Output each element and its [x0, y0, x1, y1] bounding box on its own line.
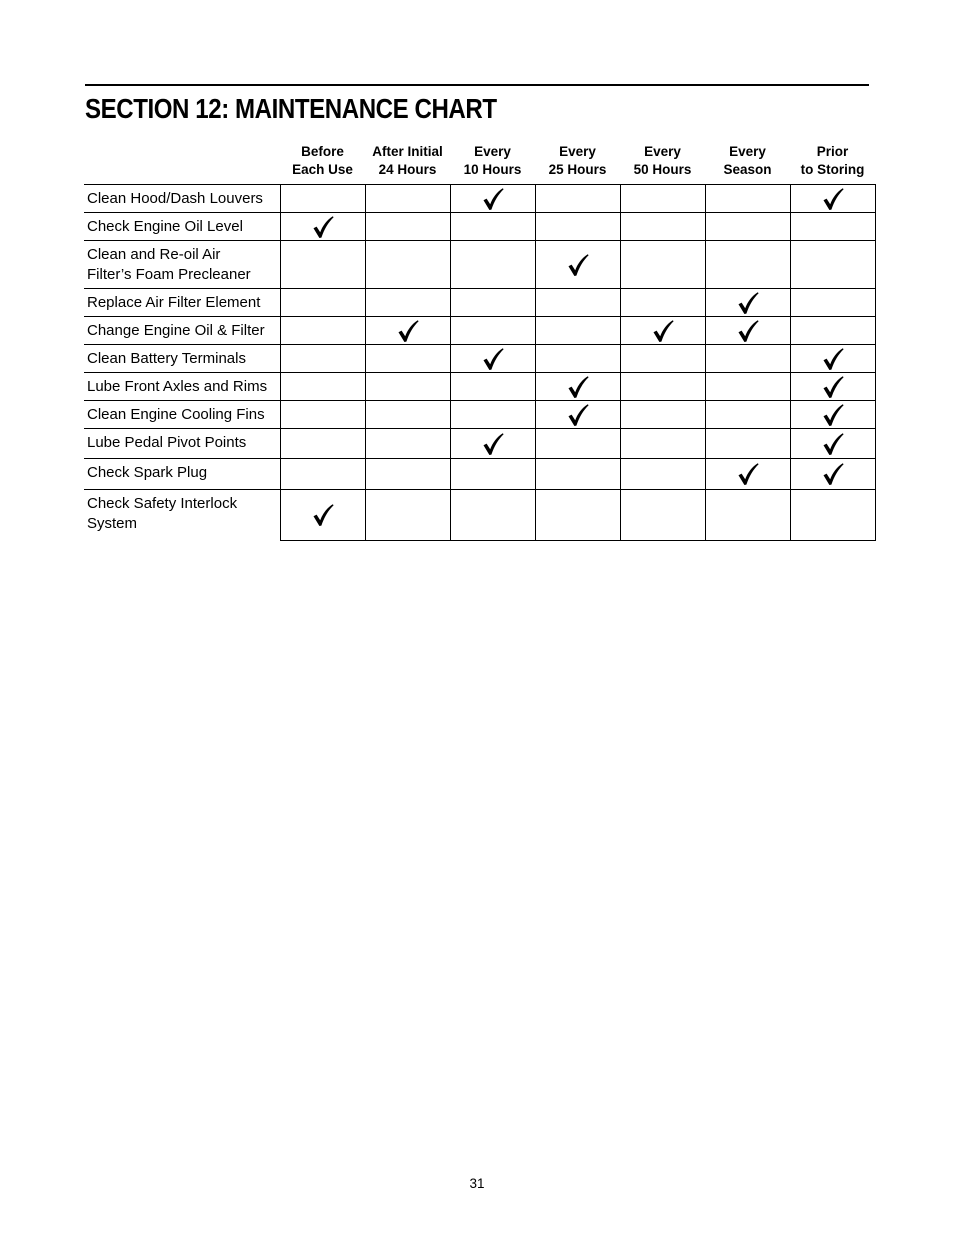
check-mark-icon	[312, 503, 334, 527]
table-row	[84, 401, 875, 429]
schedule-cell	[535, 185, 620, 213]
schedule-cell	[450, 241, 535, 289]
top-rule	[85, 84, 869, 86]
section-title: SECTION 12: MAINTENANCE CHART	[85, 93, 497, 124]
column-header	[535, 138, 620, 185]
check-mark-icon	[482, 187, 504, 211]
column-header-line: 25 Hours	[548, 162, 607, 177]
schedule-cell	[280, 317, 365, 345]
schedule-cell	[365, 185, 450, 213]
check-mark-icon	[822, 347, 844, 371]
schedule-cell	[280, 459, 365, 490]
column-header	[790, 138, 875, 185]
column-header-line: Every	[474, 144, 511, 159]
column-header-line: Every	[644, 144, 681, 159]
task-label-line: Clean and Re-oil Air	[87, 246, 221, 263]
schedule-cell	[705, 185, 790, 213]
schedule-cell	[365, 401, 450, 429]
check-mark-icon	[567, 253, 589, 277]
schedule-cell	[280, 185, 365, 213]
column-header	[365, 138, 450, 185]
schedule-cell	[450, 185, 535, 213]
task-label-line: Lube Front Axles and Rims	[87, 378, 268, 395]
schedule-cell	[790, 459, 875, 490]
schedule-cell	[535, 373, 620, 401]
schedule-cell	[535, 459, 620, 490]
table-row	[84, 429, 875, 459]
task-label-line: Change Engine Oil & Filter	[87, 322, 265, 339]
schedule-cell	[280, 345, 365, 373]
check-mark-icon	[737, 462, 759, 486]
schedule-cell	[705, 373, 790, 401]
table-row	[84, 241, 875, 289]
task-label	[84, 429, 280, 459]
schedule-cell	[620, 490, 705, 541]
task-label	[84, 241, 280, 289]
schedule-cell	[365, 289, 450, 317]
check-mark-icon	[822, 375, 844, 399]
task-label-line: Check Safety Interlock	[87, 495, 238, 512]
schedule-cell	[535, 289, 620, 317]
maintenance-chart-table	[84, 138, 876, 541]
schedule-cell	[620, 317, 705, 345]
schedule-cell	[790, 241, 875, 289]
column-header-line: Prior	[816, 144, 849, 159]
check-mark-icon	[822, 432, 844, 456]
table-row	[84, 289, 875, 317]
task-label	[84, 345, 280, 373]
column-header-line: Every	[559, 144, 596, 159]
schedule-cell	[365, 373, 450, 401]
task-label-line: System	[87, 515, 138, 532]
task-label-line: Clean Engine Cooling Fins	[87, 406, 265, 423]
schedule-cell	[450, 490, 535, 541]
page-number: 31	[469, 1176, 485, 1191]
column-header-line: 24 Hours	[378, 162, 437, 177]
task-label	[84, 490, 280, 541]
schedule-cell	[535, 213, 620, 241]
check-mark-icon	[567, 403, 589, 427]
schedule-cell	[620, 185, 705, 213]
check-mark-icon	[822, 462, 844, 486]
schedule-cell	[620, 459, 705, 490]
schedule-cell	[790, 213, 875, 241]
schedule-cell	[280, 241, 365, 289]
schedule-cell	[790, 490, 875, 541]
task-label-line: Replace Air Filter Element	[87, 294, 261, 311]
task-label	[84, 317, 280, 345]
schedule-cell	[620, 429, 705, 459]
check-mark-icon	[567, 375, 589, 399]
task-label	[84, 401, 280, 429]
schedule-cell	[450, 317, 535, 345]
task-label	[84, 213, 280, 241]
check-mark-icon	[482, 432, 504, 456]
schedule-cell	[365, 345, 450, 373]
schedule-cell	[365, 213, 450, 241]
column-header-line: Season	[723, 162, 772, 177]
schedule-cell	[280, 373, 365, 401]
schedule-cell	[365, 459, 450, 490]
table-row	[84, 345, 875, 373]
schedule-cell	[280, 401, 365, 429]
column-header	[280, 138, 365, 185]
schedule-cell	[365, 241, 450, 289]
schedule-cell	[620, 345, 705, 373]
schedule-cell	[705, 213, 790, 241]
task-label-line: Lube Pedal Pivot Points	[87, 434, 247, 451]
column-header	[705, 138, 790, 185]
check-mark-icon	[397, 319, 419, 343]
column-header-line: Each Use	[292, 162, 353, 177]
schedule-cell	[790, 429, 875, 459]
schedule-cell	[705, 345, 790, 373]
column-header-line: 10 Hours	[463, 162, 522, 177]
schedule-cell	[620, 241, 705, 289]
task-label-line: Clean Battery Terminals	[87, 350, 246, 367]
check-mark-icon	[822, 187, 844, 211]
schedule-cell	[535, 429, 620, 459]
task-label	[84, 373, 280, 401]
schedule-cell	[280, 213, 365, 241]
schedule-cell	[620, 373, 705, 401]
schedule-cell	[535, 241, 620, 289]
schedule-cell	[620, 401, 705, 429]
task-label-line: Filter’s Foam Precleaner	[87, 266, 251, 283]
schedule-cell	[535, 317, 620, 345]
schedule-cell	[790, 185, 875, 213]
schedule-cell	[705, 429, 790, 459]
schedule-cell	[535, 490, 620, 541]
schedule-cell	[705, 289, 790, 317]
schedule-cell	[450, 429, 535, 459]
task-label-line: Check Engine Oil Level	[87, 218, 243, 235]
schedule-cell	[450, 289, 535, 317]
schedule-cell	[705, 401, 790, 429]
task-label-line: Check Spark Plug	[87, 464, 208, 481]
schedule-cell	[535, 401, 620, 429]
task-label	[84, 185, 280, 213]
check-mark-icon	[312, 215, 334, 239]
column-header-line: to Storing	[800, 162, 865, 177]
schedule-cell	[705, 459, 790, 490]
table-row	[84, 373, 875, 401]
schedule-cell	[280, 289, 365, 317]
schedule-cell	[790, 345, 875, 373]
schedule-cell	[450, 459, 535, 490]
table-row	[84, 213, 875, 241]
check-mark-icon	[822, 403, 844, 427]
table-row	[84, 185, 875, 213]
schedule-cell	[705, 490, 790, 541]
schedule-cell	[450, 345, 535, 373]
schedule-cell	[790, 373, 875, 401]
column-header	[620, 138, 705, 185]
schedule-cell	[280, 429, 365, 459]
schedule-cell	[790, 317, 875, 345]
column-header	[450, 138, 535, 185]
schedule-cell	[450, 213, 535, 241]
column-header-line: 50 Hours	[633, 162, 692, 177]
check-mark-icon	[737, 291, 759, 315]
schedule-cell	[365, 490, 450, 541]
schedule-cell	[790, 289, 875, 317]
task-label	[84, 459, 280, 490]
schedule-cell	[620, 289, 705, 317]
header-corner	[84, 138, 280, 185]
schedule-cell	[365, 317, 450, 345]
schedule-cell	[450, 373, 535, 401]
column-header-line: Before	[301, 144, 344, 159]
check-mark-icon	[482, 347, 504, 371]
task-label-line: Clean Hood/Dash Louvers	[87, 190, 263, 207]
table-row	[84, 317, 875, 345]
table-row	[84, 459, 875, 490]
task-label	[84, 289, 280, 317]
check-mark-icon	[737, 319, 759, 343]
column-header-line: After Initial	[372, 144, 443, 159]
schedule-cell	[705, 241, 790, 289]
schedule-cell	[365, 429, 450, 459]
schedule-cell	[535, 345, 620, 373]
schedule-cell	[280, 490, 365, 541]
schedule-cell	[620, 213, 705, 241]
column-header-line: Every	[729, 144, 766, 159]
schedule-cell	[450, 401, 535, 429]
table-row	[84, 490, 875, 541]
task-table-body	[84, 185, 875, 541]
header-row	[84, 138, 875, 185]
check-mark-icon	[652, 319, 674, 343]
schedule-cell	[790, 401, 875, 429]
schedule-cell	[705, 317, 790, 345]
